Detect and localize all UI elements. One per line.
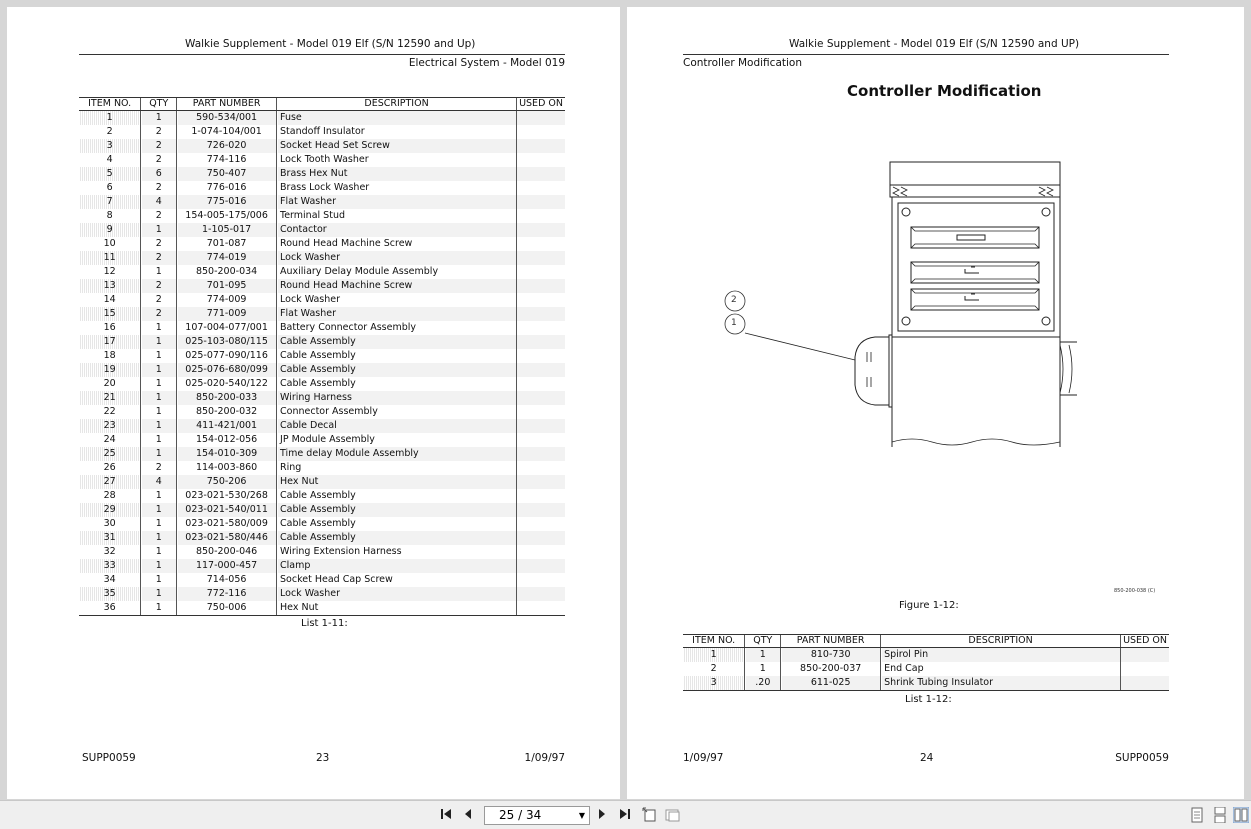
item-no-cell: 20 <box>103 378 116 389</box>
item-no-cell: 34 <box>103 574 116 585</box>
qty-cell: 2 <box>141 125 177 139</box>
used-on-cell <box>517 405 565 419</box>
table-row <box>79 153 565 167</box>
description-cell: Cable Assembly <box>277 489 517 503</box>
table-row <box>683 676 1169 691</box>
part-number-cell: 154-005-175/006 <box>177 209 277 223</box>
footer-doc-id: SUPP0059 <box>1115 752 1169 764</box>
table-row <box>79 517 565 531</box>
item-no-cell: 3 <box>683 676 745 691</box>
part-number-cell: 750-206 <box>177 475 277 489</box>
qty-cell: 2 <box>141 293 177 307</box>
used-on-cell <box>517 587 565 601</box>
used-on-cell <box>517 601 565 616</box>
item-no-cell: 26 <box>103 462 116 473</box>
description-cell: Hex Nut <box>277 475 517 489</box>
qty-cell: 1 <box>141 503 177 517</box>
page-number-select[interactable] <box>484 806 590 825</box>
item-no-cell: 18 <box>103 350 116 361</box>
qty-cell: 1 <box>141 363 177 377</box>
part-number-cell: 850-200-034 <box>177 265 277 279</box>
part-number-cell: 107-004-077/001 <box>177 321 277 335</box>
description-cell: Clamp <box>277 559 517 573</box>
qty-cell: 1 <box>141 405 177 419</box>
part-number-cell: 701-095 <box>177 279 277 293</box>
part-number-cell: 023-021-530/268 <box>177 489 277 503</box>
item-no-cell: 32 <box>103 546 116 557</box>
table-row <box>79 433 565 447</box>
qty-cell: 1 <box>745 648 781 663</box>
table-row <box>79 237 565 251</box>
part-number-cell: 850-200-033 <box>177 391 277 405</box>
qty-cell: .20 <box>745 676 781 691</box>
table-row <box>79 377 565 391</box>
part-number-cell: 1-105-017 <box>177 223 277 237</box>
qty-cell: 1 <box>141 587 177 601</box>
table-row <box>79 293 565 307</box>
description-cell: Cable Assembly <box>277 363 517 377</box>
used-on-cell <box>1121 676 1169 691</box>
used-on-cell <box>517 335 565 349</box>
qty-cell: 1 <box>141 531 177 545</box>
table-row <box>683 648 1169 663</box>
part-number-cell: 114-003-860 <box>177 461 277 475</box>
used-on-cell <box>517 237 565 251</box>
section-title: Electrical System - Model 019 <box>408 57 565 69</box>
description-cell: Hex Nut <box>277 601 517 616</box>
column-header: QTY <box>141 98 177 111</box>
section-title: Controller Modification <box>683 57 802 69</box>
part-number-cell: 775-016 <box>177 195 277 209</box>
used-on-cell <box>517 503 565 517</box>
continuous-view-icon[interactable] <box>1213 807 1227 823</box>
qty-cell: 2 <box>141 279 177 293</box>
item-no-cell: 17 <box>79 335 141 349</box>
qty-cell: 1 <box>141 349 177 363</box>
part-number-cell: 726-020 <box>177 139 277 153</box>
qty-cell: 2 <box>141 307 177 321</box>
qty-cell: 1 <box>141 517 177 531</box>
table-row <box>79 139 565 153</box>
description-cell: Socket Head Cap Screw <box>277 573 517 587</box>
item-no-cell: 9 <box>79 223 141 237</box>
description-cell: Brass Hex Nut <box>277 167 517 181</box>
first-page-icon[interactable] <box>440 807 454 823</box>
description-cell: Battery Connector Assembly <box>277 321 517 335</box>
next-page-icon[interactable] <box>596 807 608 823</box>
used-on-cell <box>517 377 565 391</box>
description-cell: Cable Decal <box>277 419 517 433</box>
single-page-view-icon[interactable] <box>1191 807 1203 823</box>
description-cell: Flat Washer <box>277 307 517 321</box>
column-header: PART NUMBER <box>781 635 881 648</box>
qty-cell: 4 <box>141 475 177 489</box>
item-no-cell: 23 <box>79 419 141 433</box>
description-cell: Round Head Machine Screw <box>277 237 517 251</box>
description-cell: Shrink Tubing Insulator <box>881 676 1121 691</box>
description-cell: Lock Washer <box>277 293 517 307</box>
description-cell: Wiring Harness <box>277 391 517 405</box>
footer-page-number: 23 <box>316 752 330 764</box>
column-header: QTY <box>745 635 781 648</box>
description-cell: End Cap <box>881 662 1121 676</box>
part-number-cell: 750-407 <box>177 167 277 181</box>
used-on-cell <box>517 251 565 265</box>
chevron-down-icon: ▼ <box>578 811 585 820</box>
table-row <box>79 559 565 573</box>
used-on-cell <box>517 209 565 223</box>
item-no-cell: 27 <box>79 475 141 489</box>
used-on-cell <box>517 265 565 279</box>
qty-cell: 2 <box>141 461 177 475</box>
description-cell: Cable Assembly <box>277 349 517 363</box>
description-cell: Standoff Insulator <box>277 125 517 139</box>
qty-cell: 1 <box>141 573 177 587</box>
column-header: USED ON <box>1121 635 1169 648</box>
description-cell: Lock Tooth Washer <box>277 153 517 167</box>
qty-cell: 1 <box>141 391 177 405</box>
facing-view-icon[interactable] <box>1233 807 1249 823</box>
qty-cell: 2 <box>141 209 177 223</box>
qty-cell: 2 <box>141 251 177 265</box>
column-header: PART NUMBER <box>177 98 277 111</box>
used-on-cell <box>517 391 565 405</box>
description-cell: Round Head Machine Screw <box>277 279 517 293</box>
qty-cell: 1 <box>141 545 177 559</box>
description-cell: Cable Assembly <box>277 517 517 531</box>
used-on-cell <box>517 447 565 461</box>
part-number-cell: 774-116 <box>177 153 277 167</box>
table-row <box>79 125 565 139</box>
description-cell: Socket Head Set Screw <box>277 139 517 153</box>
used-on-cell <box>517 125 565 139</box>
right-page <box>627 7 1244 799</box>
used-on-cell <box>517 573 565 587</box>
table-row <box>79 489 565 503</box>
table-row <box>79 251 565 265</box>
part-number-cell: 774-009 <box>177 293 277 307</box>
previous-page-icon[interactable] <box>462 807 474 823</box>
table-row <box>79 321 565 335</box>
description-cell: Fuse <box>277 111 517 126</box>
header-title: Walkie Supplement - Model 019 Elf (S/N 12590 and Up) <box>185 38 476 50</box>
used-on-cell <box>517 433 565 447</box>
qty-cell: 1 <box>141 447 177 461</box>
item-no-cell: 24 <box>103 434 116 445</box>
item-no-cell: 35 <box>79 587 141 601</box>
item-no-cell: 10 <box>103 238 116 249</box>
item-no-cell: 1 <box>683 648 745 663</box>
parts-table <box>79 97 565 616</box>
table-row <box>79 349 565 363</box>
description-cell: Brass Lock Washer <box>277 181 517 195</box>
part-number-cell: 025-020-540/122 <box>177 377 277 391</box>
page-title: Controller Modification <box>847 82 1042 100</box>
figure-caption: Figure 1-12: <box>899 600 959 611</box>
item-no-cell: 2 <box>106 126 113 137</box>
qty-cell: 2 <box>141 139 177 153</box>
description-cell: Connector Assembly <box>277 405 517 419</box>
table-row <box>79 405 565 419</box>
table-row <box>79 195 565 209</box>
header-rule <box>79 54 565 55</box>
column-header: ITEM NO. <box>683 635 745 648</box>
qty-cell: 1 <box>141 321 177 335</box>
qty-cell: 1 <box>141 335 177 349</box>
table-row <box>79 419 565 433</box>
column-header: ITEM NO. <box>79 98 141 111</box>
list-caption: List 1-12: <box>905 694 952 705</box>
footer-doc-id: SUPP0059 <box>82 752 136 764</box>
item-no-cell: 7 <box>79 195 141 209</box>
table-row <box>79 461 565 475</box>
table-row <box>79 111 565 126</box>
table-row <box>79 279 565 293</box>
table-row <box>79 447 565 461</box>
part-number-cell: 154-012-056 <box>177 433 277 447</box>
item-no-cell: 14 <box>103 294 116 305</box>
part-number-cell: 750-006 <box>177 601 277 616</box>
item-no-cell: 31 <box>79 531 141 545</box>
used-on-cell <box>517 545 565 559</box>
part-number-cell: 117-000-457 <box>177 559 277 573</box>
table-row <box>79 475 565 489</box>
callout-bubbles <box>724 290 750 340</box>
part-number-cell: 025-103-080/115 <box>177 335 277 349</box>
item-no-cell: 22 <box>103 406 116 417</box>
used-on-cell <box>517 153 565 167</box>
item-no-cell: 1 <box>79 111 141 126</box>
drawing-reference: 850-200-038 (C) <box>1114 588 1156 594</box>
part-number-cell: 714-056 <box>177 573 277 587</box>
table-row <box>79 587 565 601</box>
part-number-cell: 850-200-037 <box>781 662 881 676</box>
used-on-cell <box>517 181 565 195</box>
page-indicator: 25 / 34 <box>499 808 542 822</box>
qty-cell: 1 <box>141 559 177 573</box>
used-on-cell <box>517 307 565 321</box>
used-on-cell <box>1121 662 1169 676</box>
table-row <box>79 531 565 545</box>
description-cell: Auxiliary Delay Module Assembly <box>277 265 517 279</box>
used-on-cell <box>517 489 565 503</box>
used-on-cell <box>517 293 565 307</box>
table-row <box>79 209 565 223</box>
used-on-cell <box>517 223 565 237</box>
table-row <box>79 335 565 349</box>
table-row <box>683 662 1169 676</box>
part-number-cell: 025-076-680/099 <box>177 363 277 377</box>
header-rule <box>683 54 1169 55</box>
qty-cell: 1 <box>141 111 177 126</box>
part-number-cell: 023-021-580/446 <box>177 531 277 545</box>
item-no-cell: 12 <box>103 266 116 277</box>
used-on-cell <box>517 349 565 363</box>
used-on-cell <box>517 419 565 433</box>
description-cell: Cable Assembly <box>277 377 517 391</box>
part-number-cell: 023-021-580/009 <box>177 517 277 531</box>
part-number-cell: 774-019 <box>177 251 277 265</box>
table-row <box>79 181 565 195</box>
description-cell: Ring <box>277 461 517 475</box>
item-no-cell: 28 <box>103 490 116 501</box>
table-row <box>79 391 565 405</box>
part-number-cell: 850-200-032 <box>177 405 277 419</box>
item-no-cell: 33 <box>79 559 141 573</box>
item-no-cell: 8 <box>106 210 113 221</box>
header-title: Walkie Supplement - Model 019 Elf (S/N 12590 and UP) <box>789 38 1080 50</box>
part-number-cell: 850-200-046 <box>177 545 277 559</box>
used-on-cell <box>517 321 565 335</box>
part-number-cell: 023-021-540/011 <box>177 503 277 517</box>
description-cell: Lock Washer <box>277 251 517 265</box>
footer-date: 1/09/97 <box>524 752 565 764</box>
qty-cell: 6 <box>141 167 177 181</box>
part-number-cell: 771-009 <box>177 307 277 321</box>
item-no-cell: 25 <box>79 447 141 461</box>
description-cell: Cable Assembly <box>277 335 517 349</box>
used-on-cell <box>517 559 565 573</box>
part-number-cell: 701-087 <box>177 237 277 251</box>
part-number-cell: 772-116 <box>177 587 277 601</box>
callout-2: 2 <box>731 295 737 305</box>
used-on-cell <box>517 363 565 377</box>
fit-width-icon[interactable] <box>665 807 681 823</box>
used-on-cell <box>517 531 565 545</box>
qty-cell: 2 <box>141 181 177 195</box>
table-row <box>79 545 565 559</box>
viewer-toolbar <box>0 800 1251 829</box>
qty-cell: 1 <box>141 601 177 616</box>
fit-page-icon[interactable] <box>642 807 658 823</box>
part-number-cell: 590-534/001 <box>177 111 277 126</box>
used-on-cell <box>517 517 565 531</box>
qty-cell: 1 <box>141 489 177 503</box>
description-cell: JP Module Assembly <box>277 433 517 447</box>
item-no-cell: 15 <box>79 307 141 321</box>
used-on-cell <box>517 461 565 475</box>
description-cell: Spirol Pin <box>881 648 1121 663</box>
part-number-cell: 411-421/001 <box>177 419 277 433</box>
used-on-cell <box>517 195 565 209</box>
column-header: USED ON <box>517 98 565 111</box>
item-no-cell: 4 <box>106 154 113 165</box>
footer-date: 1/09/97 <box>683 752 724 764</box>
qty-cell: 1 <box>141 419 177 433</box>
description-cell: Lock Washer <box>277 587 517 601</box>
table-row <box>79 307 565 321</box>
table-row <box>79 503 565 517</box>
used-on-cell <box>1121 648 1169 663</box>
qty-cell: 2 <box>141 237 177 251</box>
description-cell: Cable Assembly <box>277 503 517 517</box>
description-cell: Terminal Stud <box>277 209 517 223</box>
qty-cell: 1 <box>141 265 177 279</box>
qty-cell: 1 <box>141 377 177 391</box>
used-on-cell <box>517 139 565 153</box>
part-number-cell: 611-025 <box>781 676 881 691</box>
qty-cell: 1 <box>141 433 177 447</box>
item-no-cell: 11 <box>79 251 141 265</box>
used-on-cell <box>517 111 565 126</box>
item-no-cell: 2 <box>710 663 717 674</box>
qty-cell: 4 <box>141 195 177 209</box>
table-row <box>79 223 565 237</box>
footer-page-number: 24 <box>920 752 934 764</box>
parts-table <box>683 634 1169 691</box>
controller-drawing <box>717 157 1077 447</box>
item-no-cell: 3 <box>79 139 141 153</box>
item-no-cell: 5 <box>79 167 141 181</box>
qty-cell: 1 <box>745 662 781 676</box>
description-cell: Flat Washer <box>277 195 517 209</box>
item-no-cell: 19 <box>79 363 141 377</box>
item-no-cell: 29 <box>79 503 141 517</box>
used-on-cell <box>517 167 565 181</box>
table-row <box>79 573 565 587</box>
column-header: DESCRIPTION <box>277 98 517 111</box>
part-number-cell: 810-730 <box>781 648 881 663</box>
left-page <box>7 7 620 799</box>
description-cell: Time delay Module Assembly <box>277 447 517 461</box>
callout-1: 1 <box>731 318 737 328</box>
description-cell: Cable Assembly <box>277 531 517 545</box>
last-page-icon[interactable] <box>617 807 631 823</box>
part-number-cell: 776-016 <box>177 181 277 195</box>
description-cell: Contactor <box>277 223 517 237</box>
table-row <box>79 363 565 377</box>
used-on-cell <box>517 475 565 489</box>
item-no-cell: 36 <box>79 601 141 616</box>
table-row <box>79 265 565 279</box>
part-number-cell: 1-074-104/001 <box>177 125 277 139</box>
description-cell: Wiring Extension Harness <box>277 545 517 559</box>
item-no-cell: 30 <box>103 518 116 529</box>
item-no-cell: 6 <box>106 182 113 193</box>
table-row <box>79 601 565 616</box>
part-number-cell: 025-077-090/116 <box>177 349 277 363</box>
table-row <box>79 167 565 181</box>
column-header: DESCRIPTION <box>881 635 1121 648</box>
list-caption: List 1-11: <box>301 618 348 629</box>
item-no-cell: 21 <box>79 391 141 405</box>
qty-cell: 2 <box>141 153 177 167</box>
used-on-cell <box>517 279 565 293</box>
qty-cell: 1 <box>141 223 177 237</box>
item-no-cell: 16 <box>103 322 116 333</box>
part-number-cell: 154-010-309 <box>177 447 277 461</box>
item-no-cell: 13 <box>79 279 141 293</box>
